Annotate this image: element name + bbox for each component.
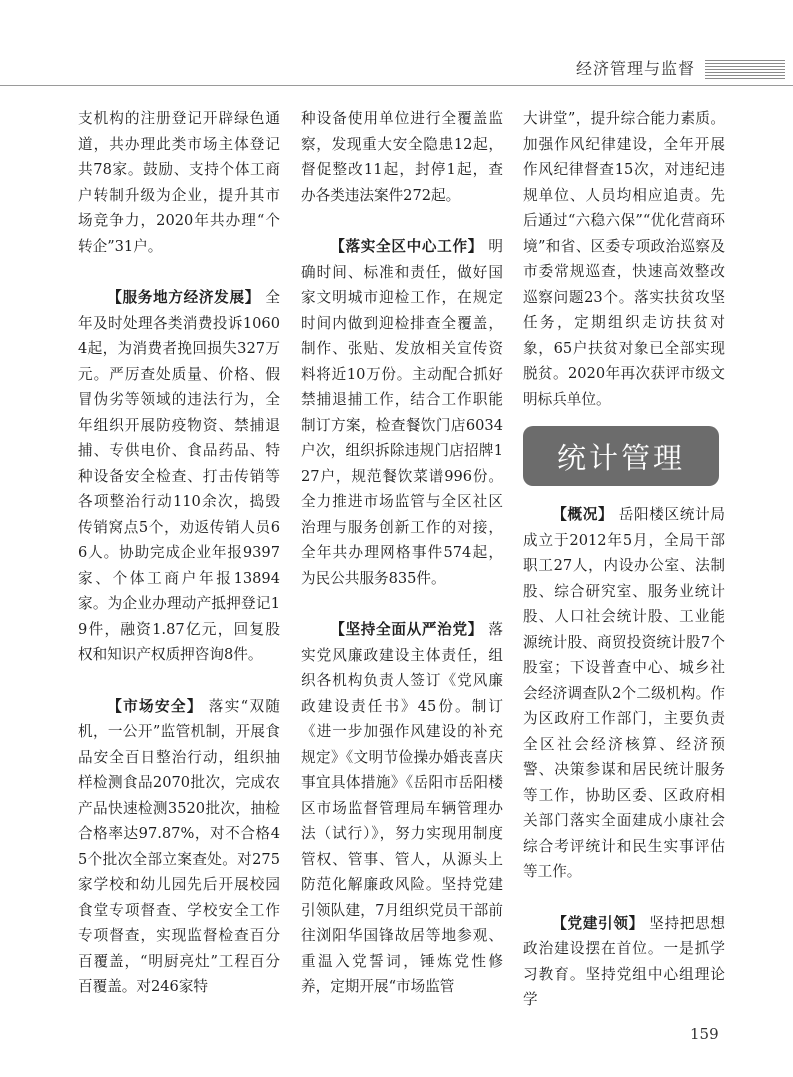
paragraph-continuation: 支机构的注册登记开辟绿色通道，共办理此类市场主体登记共78家。鼓励、支持个体工商户转制升级为企业，提升其市场竞争力，2020年共办理“个转企”31户。 xyxy=(78,110,280,255)
column-2 xyxy=(301,106,503,1000)
column-1 xyxy=(78,106,280,1000)
paragraph-overview xyxy=(523,502,725,885)
paragraph-continuation: 大讲堂”，提升综合能力素质。加强作风纪律建设，全年开展作风纪律督查15次，对违纪违规单位、人员均相应追责。先后通过“六稳六保”“优化营商环境”和省、区委专项政治巡察及市委常规巡查，快速高效整改巡察问题23个。落实扶贫攻坚任务，定期组织走访扶贫对象，65户扶贫对象已全部实现脱贫。2020年再次获评市级文明标兵单位。 xyxy=(523,110,725,408)
text-market-safety: 落实“双随机，一公开”监管机制，开展食品安全百日整治行动，组织抽样检测食品2070批次，完成农产品快速检测3520批次，抽检合格率达97.87%，对不合格45个批次全部立案查处。对275家学校和幼儿园先后开展校园食堂专项督查、学校安全工作专项督查，实现监督检查百分百覆盖，“明厨亮灶”工程百分百覆盖。对246家特 xyxy=(78,697,280,995)
paragraph-central-work xyxy=(301,234,503,591)
heading-party-building: 【党建引领】 xyxy=(552,914,644,932)
heading-party-discipline: 【坚持全面从严治党】 xyxy=(330,621,484,638)
paragraph-local-economy xyxy=(78,285,280,668)
running-header xyxy=(0,52,793,86)
text-party-discipline: 落实党风廉政建设主体责任，组织各机构负责人签订《党风廉政建设责任书》45份。制订《进一步加强作风建设的补充规定》《文明节俭操办婚丧喜庆事宜具体措施》《岳阳市岳阳楼区市场监督管理局车辆管理办法（试行）》，努力实现用制度管权、管事、管人，从源头上防范化解廉政风险。坚持党建引领队建，7月组织党员干部前往浏阳华国锋故居等地参观、重温入党誓词，锤炼党性修养，定期开展“市场监管 xyxy=(301,621,503,995)
text-central-work: 明确时间、标准和责任，做好国家文明城市迎检工作，在规定时间内做到迎检排查全覆盖，制作、张贴、发放相关宣传资料将近10万份。主动配合抓好禁捕退捕工作，结合工作职能制订方案，检查餐饮门店6034户次，组织拆除违规门店招牌127户，规范餐饮菜谱996份。全力推进市场监管与全区社区治理与服务创新工作的对接，全年共办理网格事件574起，为民公共服务835件。 xyxy=(301,238,503,587)
heading-overview: 【概况】 xyxy=(552,506,614,523)
running-header-title: 经济管理与监督 xyxy=(575,59,695,78)
heading-market-safety: 【市场安全】 xyxy=(107,697,203,715)
heading-central-work: 【落实全区中心工作】 xyxy=(330,238,484,255)
section-title-badge xyxy=(523,426,719,486)
page-number: 159 xyxy=(690,1025,719,1043)
paragraph-party-building xyxy=(523,911,725,1013)
heading-local-economy: 【服务地方经济发展】 xyxy=(107,289,261,306)
text-party-building: 坚持把思想政治建设摆在首位。一是抓学习教育。坚持党组中心组理论学 xyxy=(523,914,725,1008)
paragraph-continuation: 种设备使用单位进行全覆盖监察，发现重大安全隐患12起，督促整改11起，封停1起，查办各类违法案件272起。 xyxy=(301,110,503,204)
text-overview: 岳阳楼区统计局成立于2012年5月，全局干部职工27人，内设办公室、法制股、综合研究室、服务业统计股、人口社会统计股、工业能源统计股、商贸投资统计股7个股室；下设普查中心、城乡社会经济调查队2个二级机构。作为区政府工作部门，主要负责全区社会经济核算、经济预警、决策参谋和居民统计服务等工作，协助区委、区政府相关部门落实全面建成小康社会综合考评统计和民生实事评估等工作。 xyxy=(523,506,725,880)
text-local-economy: 全年及时处理各类消费投诉10604起，为消费者挽回损失327万元。严厉查处质量、价格、假冒伪劣等领域的违法行为，全年组织开展防疫物资、禁捕退捕、专供电价、食品药品、特种设备安全检查、打击传销等各项整治行动110余次，捣毁传销窝点5个，劝返传销人员66人。协助完成企业年报9397家、个体工商户年报13894家。为企业办理动产抵押登记19件，融资1.87亿元，回复股权和知识产权质押咨询8件。 xyxy=(78,289,280,663)
column-3 xyxy=(523,106,725,1013)
paragraph-party-discipline xyxy=(301,617,503,1000)
header-stripes-decoration xyxy=(705,60,785,80)
section-title: 统计管理 xyxy=(556,440,685,475)
paragraph-market-safety xyxy=(78,694,280,1000)
header-rule xyxy=(0,85,793,86)
